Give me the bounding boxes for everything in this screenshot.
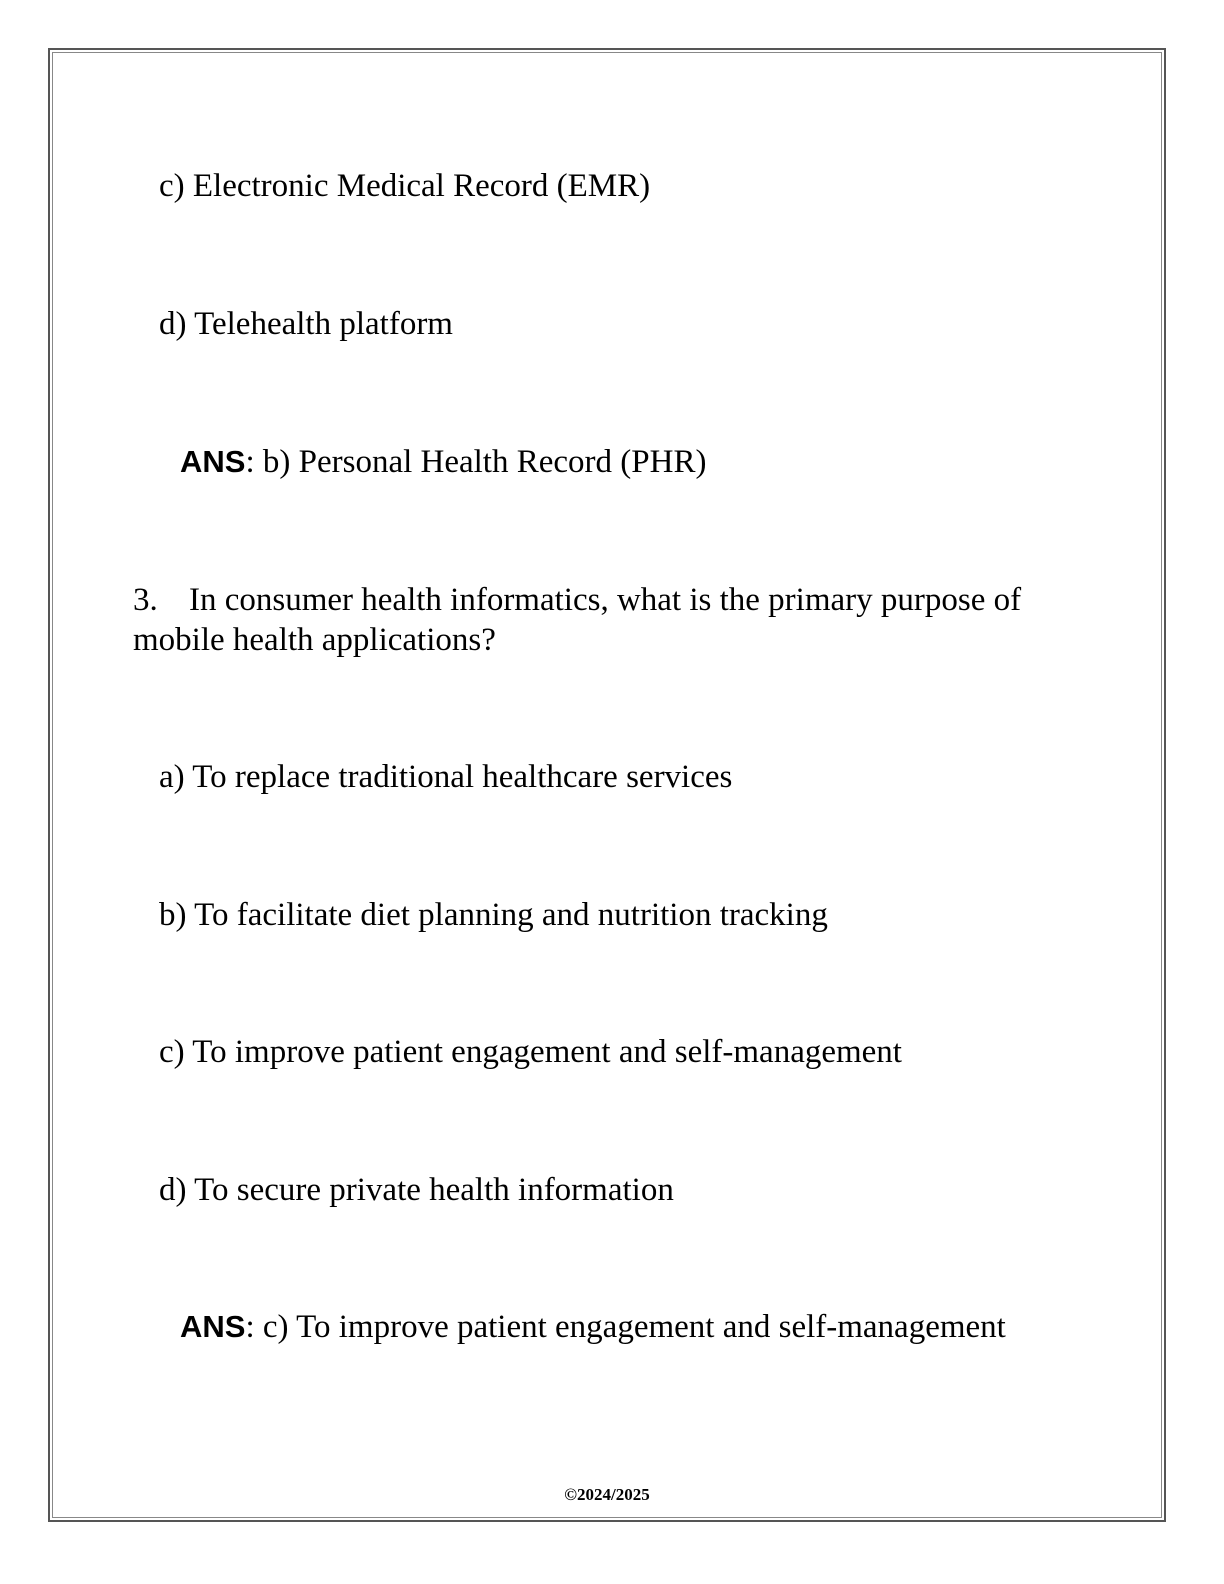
question-3 — [133, 580, 1073, 660]
answer-label: ANS — [180, 444, 246, 479]
option-d: d) To secure private health information — [159, 1172, 674, 1208]
option-c-prev: c) Electronic Medical Record (EMR) — [159, 168, 651, 204]
option-c: c) To improve patient engagement and self-management — [159, 1034, 902, 1070]
answer-3 — [180, 1307, 1006, 1347]
option-b: b) To facilitate diet planning and nutrition tracking — [159, 897, 828, 933]
answer-prev — [180, 442, 706, 482]
option-d-prev: d) Telehealth platform — [159, 306, 453, 342]
answer-label: ANS — [180, 1309, 246, 1344]
answer-text: : b) Personal Health Record (PHR) — [245, 444, 707, 480]
answer-text: : c) To improve patient engagement and self-management — [245, 1309, 1006, 1345]
question-text: In consumer health informatics, what is the primary purpose of mobile health applications? — [133, 582, 1022, 658]
question-number: 3. — [133, 582, 158, 618]
option-a: a) To replace traditional healthcare services — [159, 759, 733, 795]
copyright-footer: ©2024/2025 — [564, 1485, 650, 1504]
